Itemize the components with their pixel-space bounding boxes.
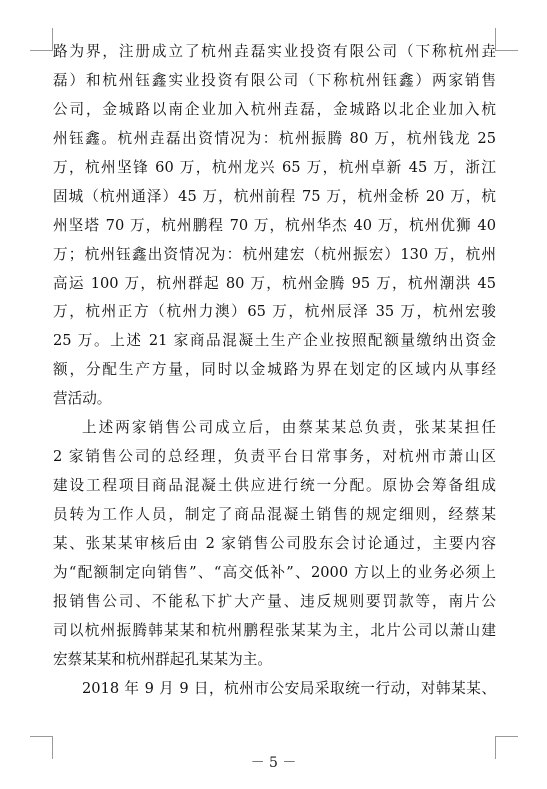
- text-line: 路为界，注册成立了杭州垚磊实业投资有限公司（下称杭州垚: [53, 43, 496, 60]
- text-line: 2 家销售公司的总经理，负责平台日常事务，对杭州市萧山区: [53, 448, 496, 466]
- text-line: 员转为工作人员，制定了商品混凝土销售的规定细则，经蔡某: [53, 506, 496, 523]
- crop-mark-top-left: [30, 28, 53, 51]
- text-line: 为“配额制定向销售”、“高交低补”、2000 方以上的业务必须上: [53, 563, 496, 581]
- text-line: 高运 100 万，杭州群起 80 万，杭州金腾 95 万，杭州潮洪 45: [53, 274, 496, 292]
- text-line: 2018 年 9 月 9 日，杭州市公安局采取统一行动，对韩某某、: [82, 679, 496, 697]
- text-line: 万，杭州正方（杭州力澳）65 万，杭州辰泽 35 万，杭州宏骏: [53, 303, 496, 321]
- text-line: 某、张某某审核后由 2 家销售公司股东会讨论通过，主要内容: [53, 534, 496, 552]
- text-line: 25 万。上述 21 家商品混凝土生产企业按照配额量缴纳出资金: [53, 332, 496, 350]
- text-line: 磊）和杭州钰鑫实业投资有限公司（下称杭州钰鑫）两家销售: [53, 71, 496, 89]
- page-number: － 5 －: [250, 755, 297, 771]
- text-line: 州钰鑫。杭州垚磊出资情况为：杭州振腾 80 万，杭州钱龙 25: [53, 129, 496, 147]
- text-line: 宏蔡某某和杭州群起孔某某为主。: [53, 650, 272, 668]
- text-line: 万；杭州钰鑫出资情况为：杭州建宏（杭州振宏）130 万，杭州: [53, 245, 496, 263]
- body-text: [53, 38, 496, 704]
- text-line: 报销售公司、不能私下扩大产量、违反规则要罚款等，南片公: [53, 592, 496, 610]
- crop-mark-top-right: [495, 28, 518, 51]
- text-line: 固城（杭州通泽）45 万，杭州前程 75 万，杭州金桥 20 万，杭: [53, 187, 496, 205]
- text-line: 建设工程项目商品混凝土供应进行统一分配。原协会筹备组成: [53, 477, 496, 495]
- text-line: 上述两家销售公司成立后，由蔡某某总负责，张某某担任: [82, 419, 496, 437]
- text-line: 公司，金城路以南企业加入杭州垚磊，金城路以北企业加入杭: [53, 100, 496, 118]
- text-line: 营活动。: [53, 390, 112, 408]
- text-line: 司以杭州振腾韩某某和杭州鹏程张某某为主，北片公司以萧山建: [53, 621, 496, 639]
- text-line: 州坚塔 70 万，杭州鹏程 70 万，杭州华杰 40 万，杭州优狮 40: [53, 216, 496, 234]
- text-line: 万，杭州坚锋 60 万，杭州龙兴 65 万，杭州卓新 45 万，浙江: [53, 158, 496, 176]
- text-line: 额，分配生产方量，同时以金城路为界在划定的区域内从事经: [53, 361, 496, 379]
